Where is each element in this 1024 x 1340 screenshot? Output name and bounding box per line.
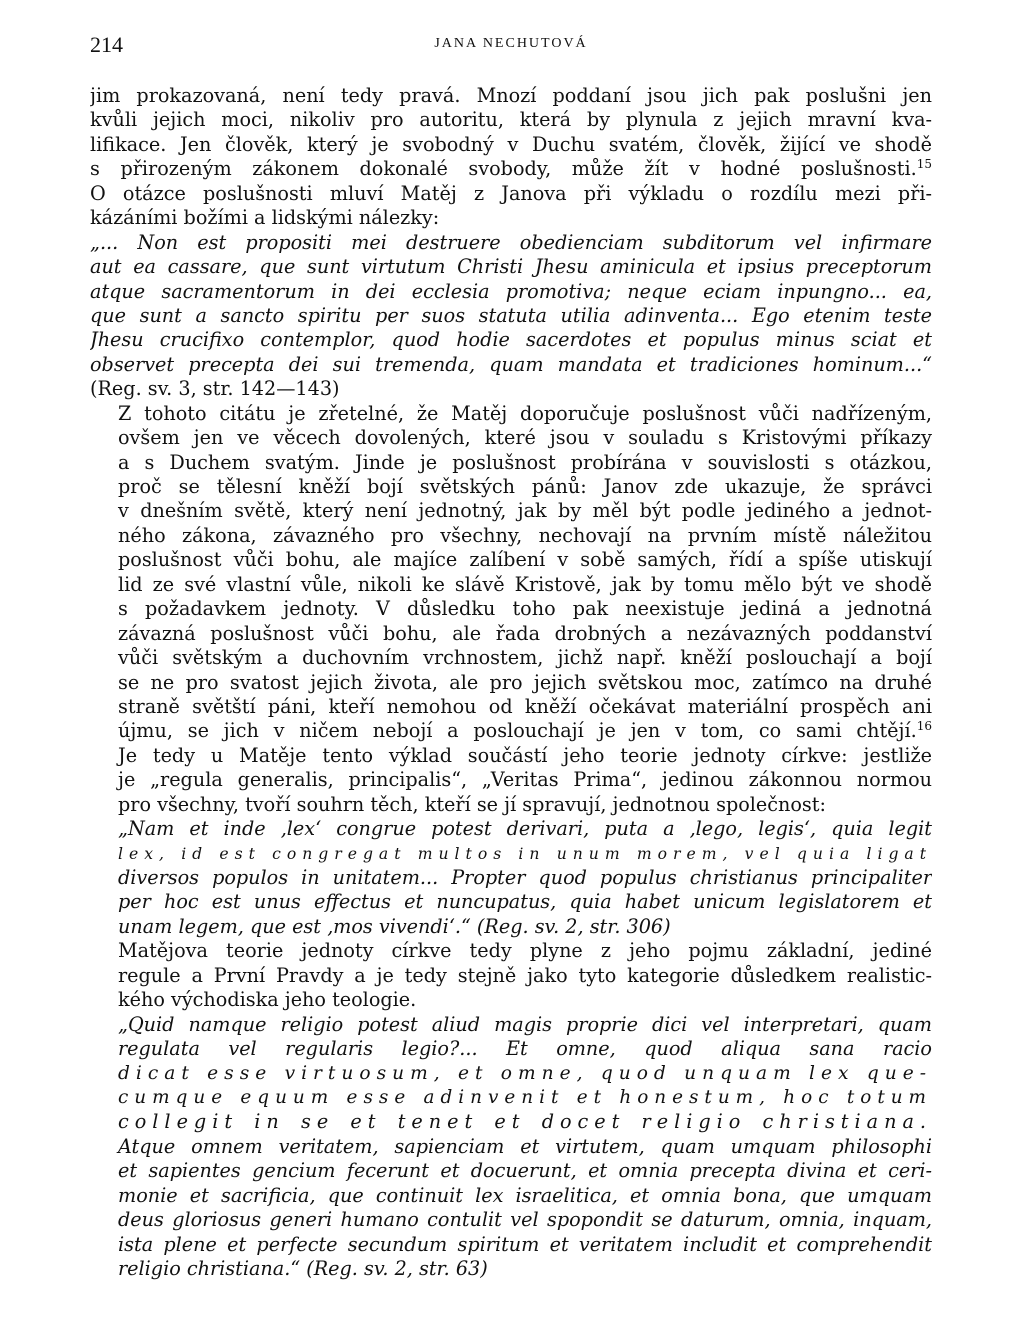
- paragraph-line: kého východiska jeho teologie.: [118, 988, 417, 1012]
- paragraph-line: lid ze své vlastní vůle, nikoli ke slávě Kristově, jak by tomu mělo být ve shodě: [118, 572, 932, 596]
- quote-line-spaced: dicat esse virtuosum, et omne, quod unquam lex que-: [118, 1062, 932, 1084]
- quote-line: „Nam et inde ‚lex‘ congrue potest derivari, puta a ‚lego, legis‘, quia legit: [118, 817, 932, 841]
- text-line: [90, 157, 932, 181]
- footnote-ref-16: 16: [916, 719, 932, 734]
- quote-line: „... Non est propositi mei destruere obedienciam subditorum vel infirmare: [90, 230, 932, 254]
- paragraph-line: vůči světským a duchovním vrchnostem, jichž např. kněží poslouchají a bojí: [118, 646, 932, 670]
- quote-line: diversos populos in unitatem... Propter quod populus christianus principaliter: [118, 866, 932, 889]
- paragraph-line: závazná poslušnost vůči bohu, ale řada drobných a nezávazných poddanství: [118, 621, 932, 645]
- text-run: újmu, se jich v ničem nebojí a poslouchají je jen v tom, co sami chtějí.: [118, 719, 917, 743]
- paragraph-line: Je tedy u Matěje tento výklad součástí jeho teorie jednoty církve: jestliže: [118, 743, 932, 767]
- quote-line: et sapientes gencium fecerunt et docuerunt, et omnia precepta divina et ceri-: [118, 1159, 932, 1183]
- paragraph-line: [90, 719, 932, 743]
- quote-line: aut ea cassare, que sunt virtutum Christi Jhesu aminicula et ipsius preceptorum: [90, 255, 932, 279]
- text-line: kvůli jejich moci, nikoliv pro autoritu, která by plynula z jejich mravní kva-: [90, 108, 932, 132]
- quote-line: monie et sacrificia, que continuit lex israelitica, et omnia bona, que umquam: [118, 1183, 932, 1207]
- quote-line: Atque omnem veritatem, sapienciam et virtutem, quam umquam philosophi: [118, 1134, 932, 1158]
- text-line: O otázce poslušnosti mluví Matěj z Janova při výkladu o rozdílu mezi při-: [90, 181, 932, 205]
- body-text: [90, 84, 932, 1281]
- paragraph-line: ovšem jen ve věcech dovolených, které jsou v souladu s Kristovými příkazy: [118, 426, 932, 450]
- quote-line: regulata vel regularis legio?... Et omne, quod aliqua sana racio: [118, 1037, 932, 1061]
- page-number: 214: [90, 32, 123, 57]
- paragraph-line: Matějova teorie jednoty církve tedy plyne z jeho pojmu základní, jediné: [118, 939, 932, 963]
- running-header: [90, 32, 932, 62]
- running-head-author: JANA NECHUTOVÁ: [434, 36, 588, 51]
- paragraph-line: a s Duchem svatým. Jinde je poslušnost probírána v souvislosti s otázkou,: [118, 450, 932, 474]
- quote-line: unam legem, que est ‚mos vivendi‘.“ (Reg. sv. 2, str. 306): [118, 914, 671, 938]
- quote-line: atque sacramentorum in dei ecclesia promotiva; neque eciam inpungno... ea,: [90, 279, 932, 303]
- quote-line: „Quid namque religio potest aliud magis proprie dici vel interpretari, quam: [118, 1012, 932, 1036]
- text-run: s přirozeným zákonem dokonalé svobody, může žít v hodné poslušnosti.: [90, 157, 917, 181]
- paragraph-line: v dnešním světě, který není jednotný, jak by měl být podle jediného a jednot-: [118, 499, 932, 523]
- citation-line: (Reg. sv. 3, str. 142—143): [90, 377, 340, 401]
- paragraph-line: je „regula generalis, principalis“, „Veritas Prima“, jedinou zákonnou normou: [118, 768, 932, 792]
- quote-line: ista plene et perfecte secundum spiritum et veritatem includit et comprehendit: [118, 1232, 932, 1256]
- footnote-ref-15: 15: [916, 157, 932, 172]
- paragraph-line: pro všechny, tvoří souhrn těch, kteří se jí spravují, jednotnou společnost:: [118, 792, 826, 816]
- quote-line: que sunt a sancto spiritu per suos statuta utilia adinventa... Ego etenim teste: [90, 303, 932, 327]
- quote-line: religio christiana.“ (Reg. sv. 2, str. 63): [118, 1257, 488, 1280]
- quote-line-spaced: lex, id est congregat multos in unum morem, vel quia ligat: [118, 844, 932, 863]
- quote-line: per hoc est unus effectus et nuncupatus, quia habet unicum legislatorem et: [118, 890, 932, 914]
- paragraph-line: Z tohoto citátu je zřetelné, že Matěj doporučuje poslušnost vůči nadřízeným,: [118, 401, 932, 425]
- quote-line-spaced: cumque equum esse adinvenit et honestum, hoc totum: [118, 1086, 932, 1108]
- quote-line: deus gloriosus generi humano contulit vel spopondit se daturum, omnia, inquam,: [118, 1208, 932, 1232]
- text-line: jim prokazovaná, není tedy pravá. Mnozí poddaní jsou jich pak poslušni jen: [90, 84, 932, 107]
- paragraph-line: ného zákona, závazného pro všechny, nechovají na prvním místě náležitou: [118, 523, 932, 547]
- paragraph-line: s požadavkem jednoty. V důsledku toho pak neexistuje jediná a jednotná: [118, 597, 932, 621]
- paragraph-line: straně světští páni, kteří nemohou od kněží očekávat materiální prospěch ani: [118, 694, 932, 718]
- paragraph-line: se ne pro svatost jejich života, ale pro jejich světskou moc, zatímco na druhé: [118, 670, 932, 694]
- quote-line: Jhesu crucifixo contemplor, quod hodie sacerdotes et populus minus sciat et: [90, 328, 932, 352]
- quote-line-spaced: collegit in se et tenet et docet religio christiana.: [118, 1110, 932, 1134]
- paragraph-line: proč se tělesní kněží bojí světských pánů: Janov zde ukazuje, že správci: [118, 475, 932, 498]
- text-line: kázáními božími a lidskými nálezky:: [90, 206, 440, 230]
- quote-line: observet precepta dei sui tremenda, quam mandata et tradiciones hominum...“: [90, 352, 932, 376]
- text-line: lifikace. Jen člověk, který je svobodný v Duchu svatém, člověk, žijící ve shodě: [90, 132, 932, 156]
- paragraph-line: poslušnost vůči bohu, ale majíce zalíbení v sobě samých, řídí a spíše utiskují: [118, 548, 932, 572]
- paragraph-line: regule a První Pravdy a je tedy stejně jako tyto kategorie důsledkem realistic-: [118, 963, 932, 987]
